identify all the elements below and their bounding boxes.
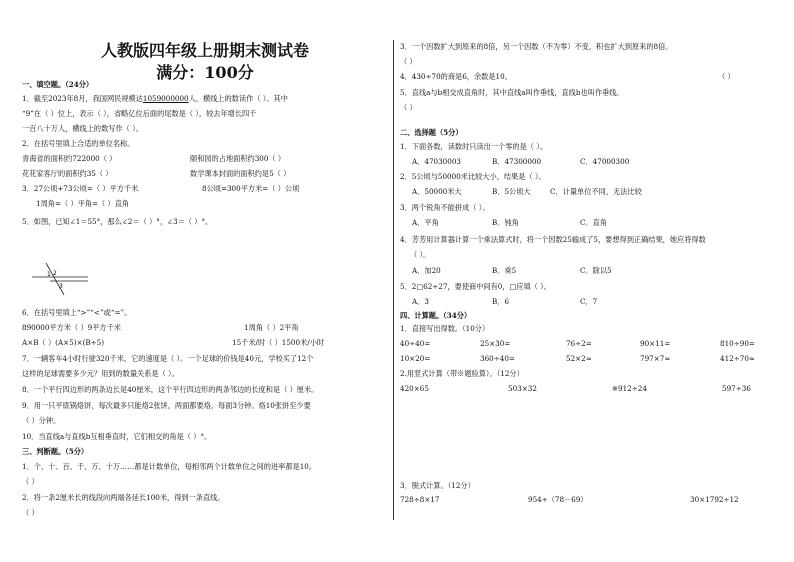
calc-3-item: 30×1792÷12 [690,495,739,504]
calc-3-item: 954÷（78－69） [528,495,588,504]
calc-1-r2-item: 412÷70≈ [720,354,755,363]
choice-3-option-a: A．平角 [412,218,439,227]
q3-text-b: 8公顷=300平方米=（ ）公顷 [202,184,300,193]
calc-1-r2-item: 52×2≈ [566,354,592,363]
choice-5-line: 5．2□62÷27，要使商中间有0，□应填（ ）。 [400,282,551,291]
q1-text-b: 人，横线上的数读作（ ）。其中 [188,94,288,103]
figure-label-2: 2 [53,270,57,277]
choice-2-option-a: A．50000米大 [412,187,462,196]
choice-3-line: 3．两个锐角不能拼成（ ）。 [400,203,490,212]
q2-line: 2．在括号里填上合适的单位名称。 [22,139,135,148]
calc-1-r1-item: 25×30= [480,339,511,348]
section-fill-blank-heading: 一、填空题。（24分） [22,80,94,89]
calc-1-r2-item: 10×20= [400,354,431,363]
page-subtitle: 满分：100分 [156,63,254,82]
choice-5-option-c: C．7 [580,297,598,306]
judge-3-paren: （ ） [400,57,417,66]
calc-2-item: 420×65 [400,384,429,393]
q6-row1-b: 1周角（ ）2平角 [244,323,299,332]
calc-1-r1-item: 810÷90= [720,339,755,348]
judge-5-paren: （ ） [400,103,417,112]
calc-2-line: 2.用竖式计算（带※题验算）。（12分） [400,369,524,378]
q5-line: 5．如图，已知∠1＝55°，那么∠2＝（ ）°，∠3＝（ ）°。 [22,217,213,226]
figure-label-3: 3 [59,283,63,290]
q1-line-1 [22,94,288,103]
q2-row2-b: 数学课本封面的面积约是5（ ） [190,169,291,178]
choice-3-option-c: C．直角 [580,218,608,227]
q3-row-2: 1周角=（ ）平角=（ ）直角 [36,199,130,208]
figure-label-1: 1 [47,271,51,278]
calc-1-r1-item: 40÷40= [400,339,431,348]
choice-4-line-2: （ ）。 [410,250,431,259]
calc-2-item: 503×32 [508,384,537,393]
q10-line: 10．当直线a与直线b互相垂直时，它们相交的角是（ ）°。 [22,432,212,441]
judge-2-line: 2．将一条2厘米长的线段向两端各延长100米，得到一条直线。 [22,493,225,502]
q7-line-1: 7．一辆客车4小时行驶320千米，它的速度是（ ）。一个足球的价钱是40元，学校买了12个 [22,354,314,363]
calc-3-item: 728÷8×17 [400,495,440,504]
section-judge-heading: 三、判断题。（5分） [22,447,89,456]
calc-2-item: ※912÷24 [612,384,647,393]
q6-line: 6．在括号里填上“>”“<”或“=”。 [22,308,132,317]
choice-1-option-b: B．47300000 [492,157,542,166]
calc-1-r1-item: 90×11= [640,339,671,348]
judge-3-line: 3．一个因数扩大到原来的8倍，另一个因数（不为零）不变，积也扩大到原来的8倍。 [400,42,673,51]
figure-line-slanted [46,263,64,295]
q1-line-3: 一百八十万人，横线上的数写作（ ）。 [22,124,143,133]
angle-figure [30,263,90,295]
choice-3-option-b: B．钝角 [492,218,519,227]
page-title: 人教版四年级上册期末测试卷 [100,41,309,60]
judge-1-paren: （ ） [22,477,39,486]
q8-line: 8．一个平行四边形的两条边长是40厘米，这个平行四边形的两条邻边的长度和是（ ）厘米。 [22,385,319,394]
q7-line-2: 这样的足球需要多少元？用到的数量关系是（ ）。 [22,369,179,378]
choice-4-line-1: 4．芳芳用计算器计算一个乘法算式时，将一个因数25输成了5，要想得到正确结果，她应将得数 [400,235,706,244]
choice-5-option-b: B．6 [492,297,510,306]
choice-2-option-c: C．计量单位不同，无法比较 [550,187,642,196]
q2-row2-a: 花花家客厅的面积约35（ ） [22,169,113,178]
section-choice-heading: 二、选择题（5分） [400,128,463,137]
q1-number: 1059000000 [142,94,189,103]
q1-line-2: “9”在（ ）位上，表示（ ），省略亿位后面的尾数是（ ），较去年增长四千 [22,109,257,118]
choice-2-line: 2．5公顷与50000米比较大小，结果是（ ）。 [400,172,546,181]
judge-4-line: 4．430÷70的商是6，余数是10。 [400,72,512,81]
judge-5-line: 5．直线a与b相交成直角时，其中直线a叫作垂线，直线b也叫作垂线。 [400,88,624,97]
q6-row2-b: 15千米/时（ ）1500米/小时 [232,338,325,347]
calc-2-item: 597÷36 [722,384,751,393]
choice-2-option-b: B．5公顷大 [492,187,531,196]
calc-1-line: 1．直接写出得数。（10分） [400,324,490,333]
column-divider [393,40,394,520]
choice-4-option-a: A．加20 [412,266,441,275]
section-calc-heading: 四、计算题。（34分） [400,311,472,320]
choice-5-option-a: A．3 [412,297,429,306]
choice-1-line: 1．下面各数，读数时只读出一个零的是（ ）。 [400,142,548,151]
choice-1-option-c: C．47000300 [580,157,630,166]
q1-text-a: 1．截至2023年8月，我国网民规模达 [22,94,143,103]
choice-1-option-a: A．47030003 [412,157,461,166]
q6-row2-a: A×B（ ）(A×5)×(B÷5) [22,338,105,347]
calc-1-r2-item: 797×7≈ [640,354,671,363]
judge-2-paren: （ ） [22,508,39,517]
q3-text-a: 3．27公顷+73公顷=（ ）平方千米 [22,184,139,193]
calc-3-line: 3．脱式计算。（12分） [400,481,475,490]
judge-4-paren: （ ） [718,72,735,81]
calc-1-r2-item: 360÷40= [480,354,515,363]
choice-4-option-b: B．乘5 [492,266,517,275]
q2-row1-a: 青海省的面积约722000（ ） [22,154,117,163]
q6-row1-a: 890000平方米（ ）9平方千米 [22,323,121,332]
q2-row1-b: 颐和园的占地面积约300（ ） [190,154,286,163]
choice-4-option-c: C．除以5 [580,266,612,275]
judge-1-line: 1．个、十、百、千、万、十万……都是计数单位，每相邻两个计数单位之间的进率都是10。 [22,462,317,471]
calc-1-r1-item: 76÷2= [566,339,592,348]
q9-line-1: 9．用一只平底锅烙饼，每次最多只能烙2张饼，两面都要烙，每面3分钟。烙10张饼至少要 [22,401,311,410]
q9-line-2: （ ）分钟。 [22,416,61,425]
